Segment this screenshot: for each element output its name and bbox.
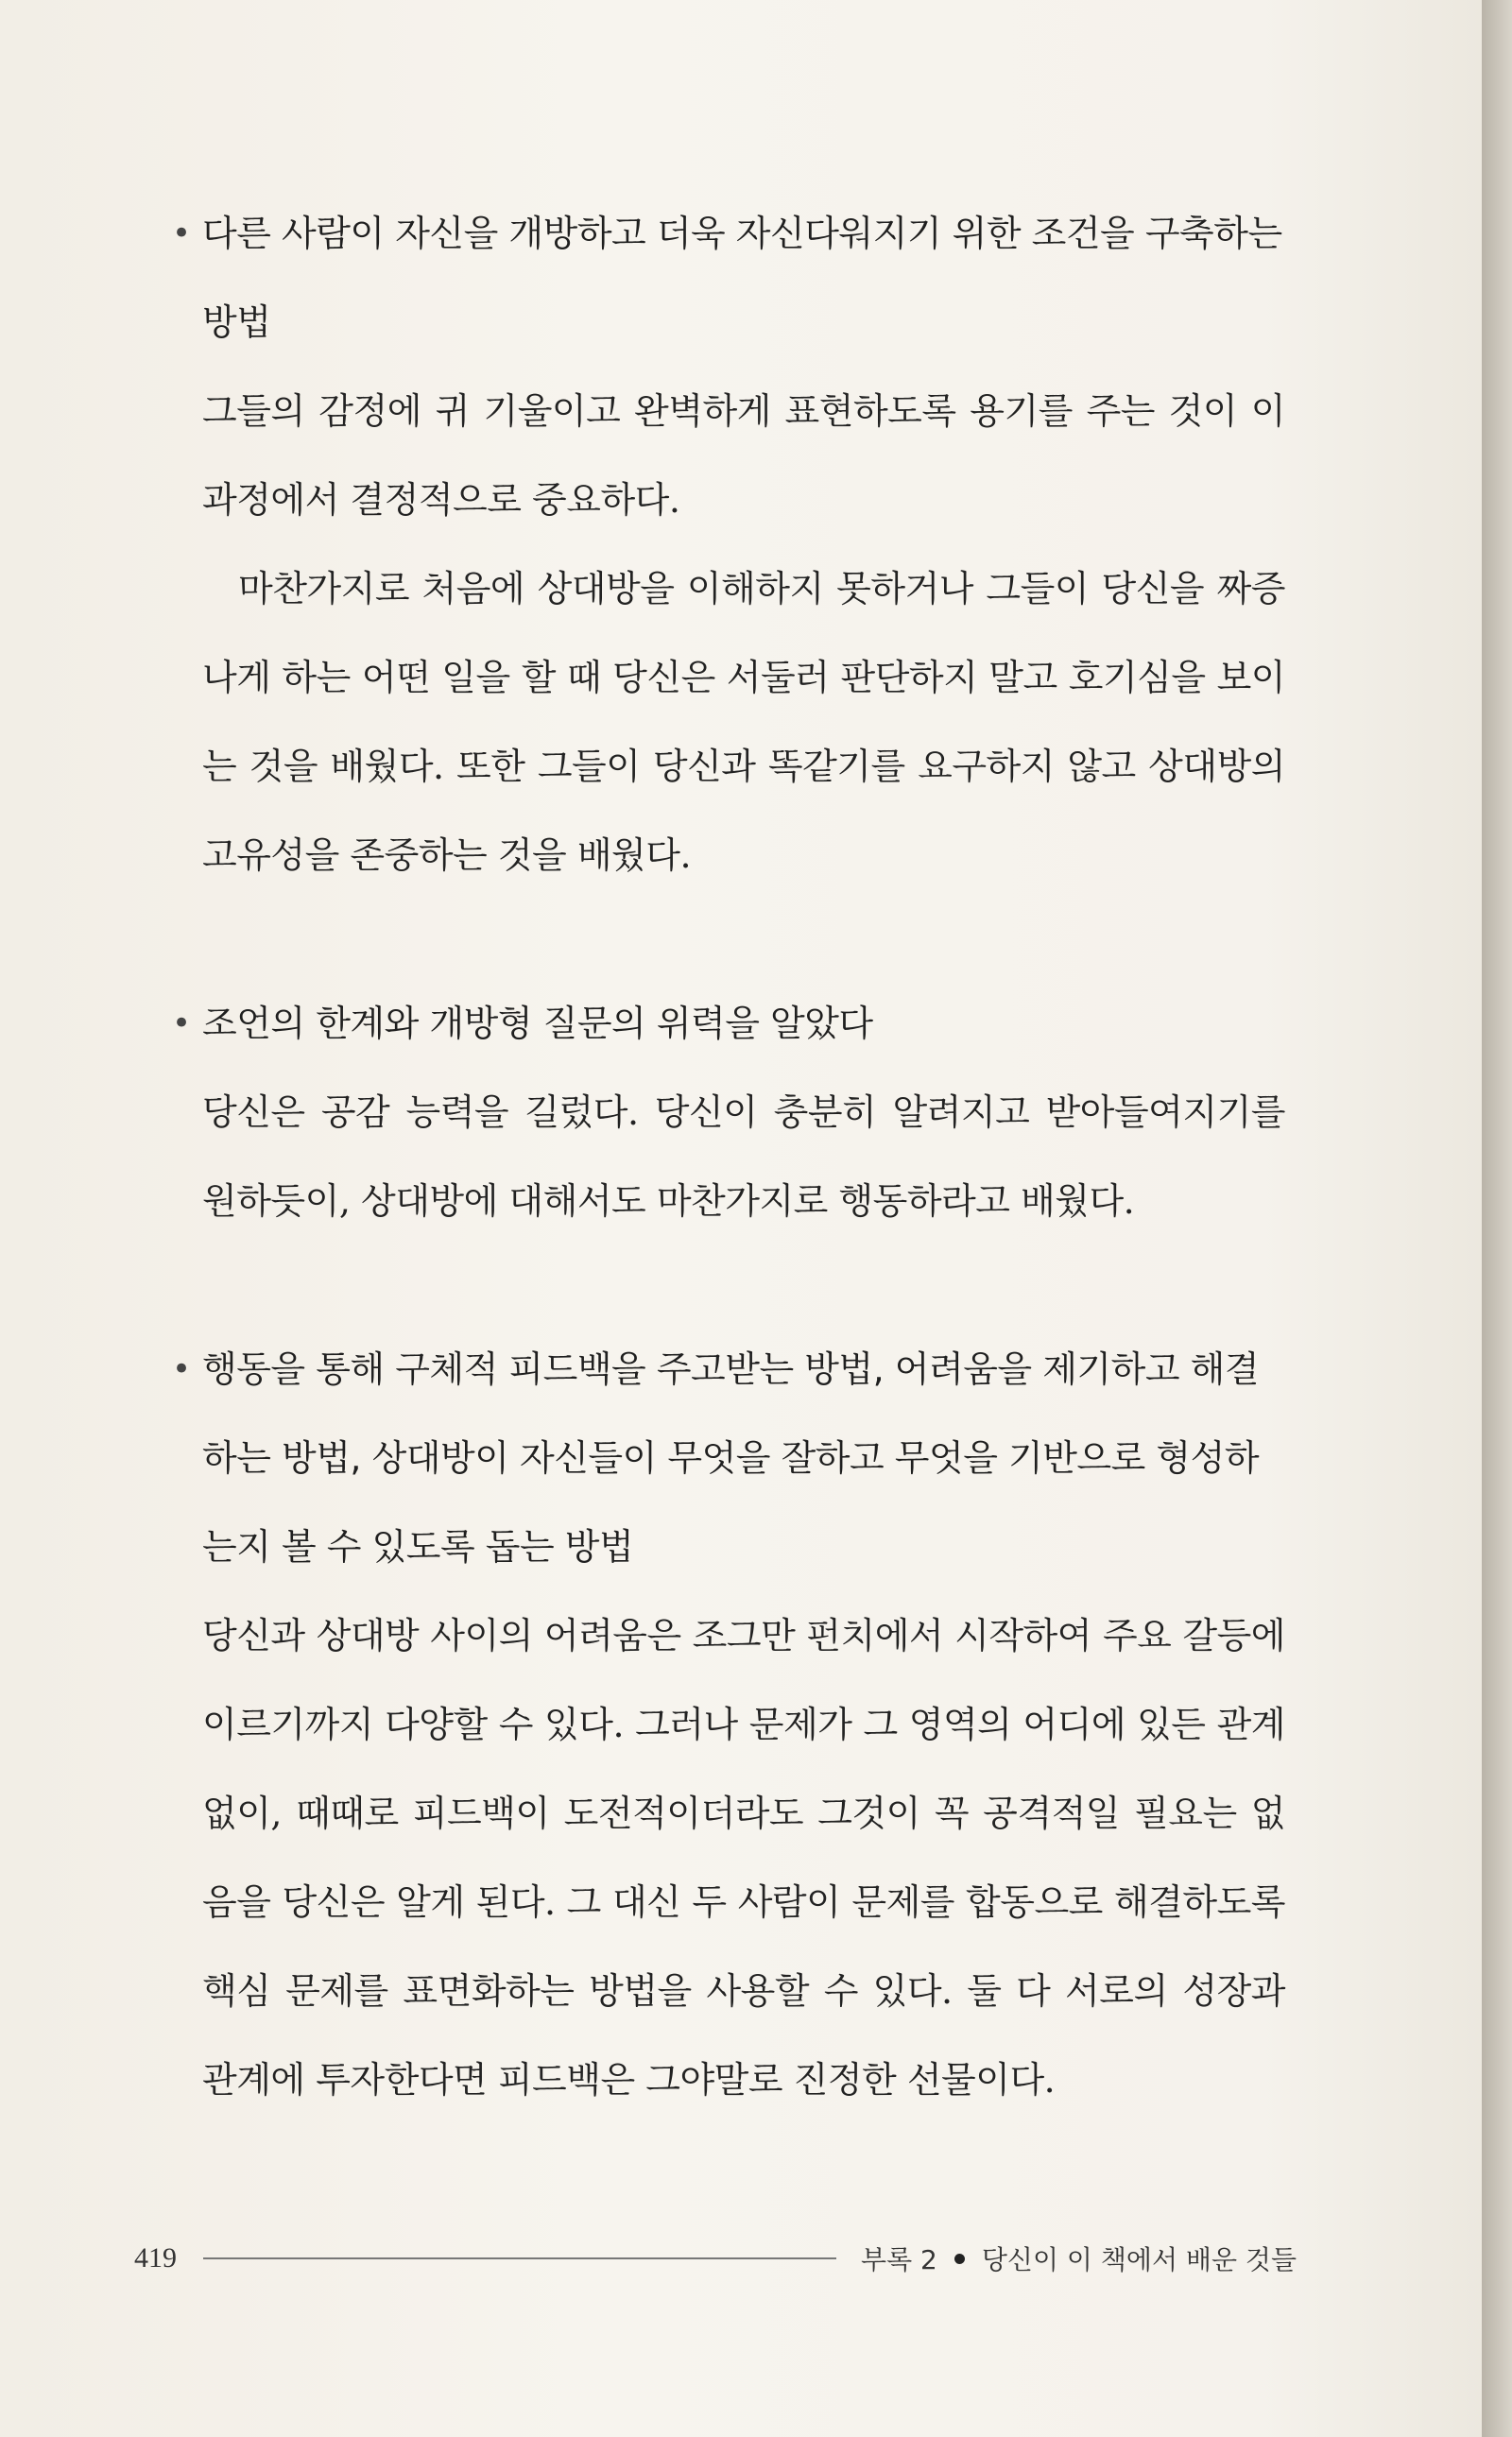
section-heading <box>170 979 1285 1068</box>
paragraph: 당신은 공감 능력을 길렀다. 당신이 충분히 알려지고 받아들여지기를 원하듯이, 상대방에 대해서도 마찬가지로 행동하라고 배웠다. <box>202 1091 1285 1222</box>
page-number: 419 <box>134 2242 177 2274</box>
paragraph: 당신과 상대방 사이의 어려움은 조그만 펀치에서 시작하여 주요 갈등에 이르기까지 다양할 수 있다. 그러나 문제가 그 영역의 어디에 있든 관계없이, 때때로 피드백이 도전적이더라도 그것이 꼭 공격적일 필요는 없음을 당신은 알게 된다. 그 대신 두 사람이 문제를 합동으로 해결하도록 핵심 문제를 표면화하는 방법을 사용할 수 있다. 둘 다 서로의 성장과 관계에 투자한다면 피드백은 그야말로 진정한 선물이다. <box>202 1615 1285 2101</box>
section-heading-text: 행동을 통해 구체적 피드백을 주고받는 방법, 어려움을 제기하고 해결하는 방법, 상대방이 자신들이 무엇을 잘하고 무엇을 기반으로 형성하는지 볼 수 있도록 돕는 방법 <box>202 1348 1260 1568</box>
footer-rule <box>203 2257 836 2259</box>
page-footer <box>134 2230 1297 2287</box>
section-heading-text: 조언의 한계와 개방형 질문의 위력을 알았다 <box>202 1003 873 1044</box>
bullet-icon: • <box>172 1004 191 1042</box>
section-3 <box>170 1325 1285 2124</box>
footer-chapter-title: 당신이 이 책에서 배운 것들 <box>981 2244 1297 2275</box>
page-body <box>170 189 1285 2124</box>
paragraph: 그들의 감정에 귀 기울이고 완벽하게 표현하도록 용기를 주는 것이 이 과정에서 결정적으로 중요하다. <box>202 390 1285 521</box>
dot-icon <box>954 2254 965 2264</box>
bullet-icon: • <box>172 215 191 252</box>
footer-part-label: 부록 2 <box>861 2244 937 2275</box>
section-heading-text: 다른 사람이 자신을 개방하고 더욱 자신다워지기 위한 조건을 구축하는 방법 <box>202 213 1282 343</box>
section-1 <box>170 189 1285 900</box>
section-heading <box>170 1325 1285 1591</box>
paragraph: 마찬가지로 처음에 상대방을 이해하지 못하거나 그들이 당신을 짜증 나게 하는 어떤 일을 할 때 당신은 서둘러 판단하지 말고 호기심을 보이는 것을 배웠다. 또한 그들이 당신과 똑같기를 요구하지 않고 상대방의 고유성을 존중하는 것을 배웠다. <box>202 568 1285 876</box>
section-2 <box>170 979 1285 1245</box>
bullet-icon: • <box>172 1350 191 1388</box>
section-heading <box>170 189 1285 367</box>
page-edge <box>1482 0 1512 2437</box>
